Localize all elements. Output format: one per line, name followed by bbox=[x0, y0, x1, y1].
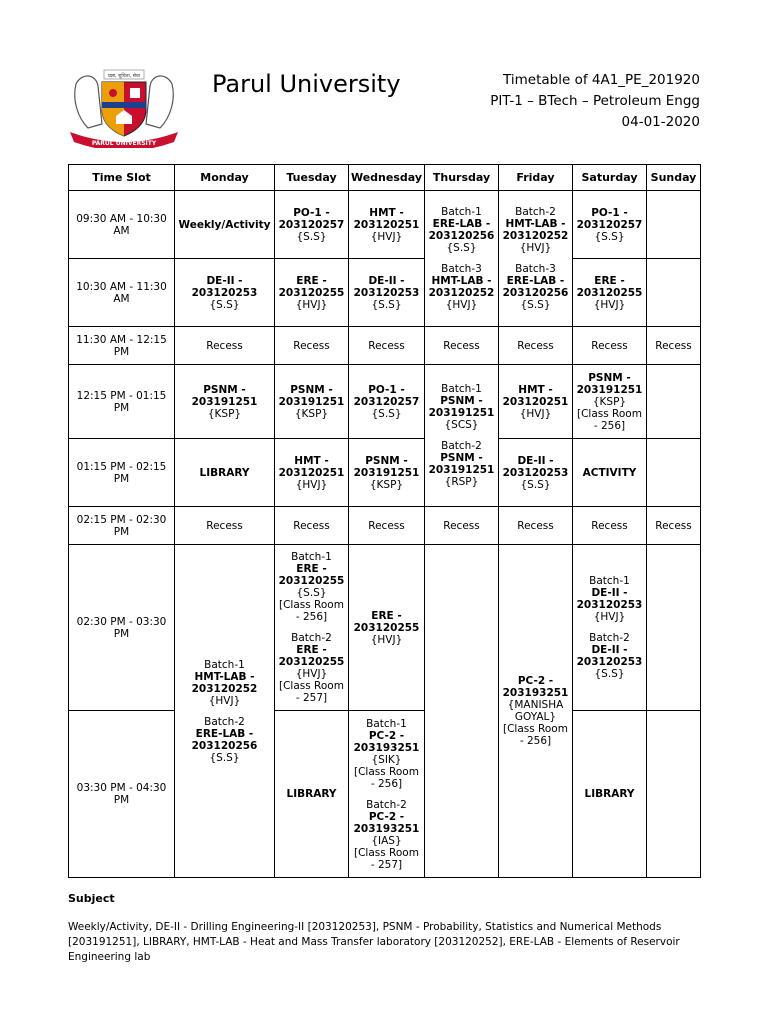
subject-code: 203120253 bbox=[576, 656, 643, 668]
time-slot-cell bbox=[68, 190, 175, 259]
recess-cell bbox=[274, 326, 349, 365]
column-header-friday bbox=[498, 164, 573, 191]
cell-text: - 256] bbox=[370, 777, 403, 790]
cell-text: Batch-2 bbox=[441, 440, 482, 452]
class-cell-mon-r3 bbox=[174, 364, 275, 439]
recess-cell bbox=[646, 326, 701, 365]
subject-code: 203120253 bbox=[191, 286, 258, 299]
timetable-date: 04-01-2020 bbox=[621, 114, 700, 130]
cell-text: {S.S} bbox=[209, 298, 240, 311]
subject-legend: Weekly/Activity, DE-II - Drilling Engineering-II [203120253], PSNM - Probability, Statistics and Numerical Methods [203191251], LIBRARY, HMT-LAB - Heat and Mass Transfer laboratory [203120252], ERE-LAB - Elements of Reservoir Engineering lab bbox=[68, 921, 680, 963]
class-cell-fri-r01 bbox=[498, 190, 573, 327]
recess-label: Recess bbox=[206, 339, 243, 352]
subject-code: PO-1 - bbox=[368, 383, 405, 396]
recess-label: Recess bbox=[368, 339, 405, 352]
subject-code: 203120251 bbox=[502, 395, 569, 408]
cell-text: Batch-2 bbox=[589, 632, 630, 644]
logo-motto: प्रज्ञा, शुचिता, सेवा bbox=[108, 74, 140, 79]
recess-cell bbox=[498, 506, 573, 545]
cell-text: {S.S} bbox=[594, 668, 625, 680]
subject-code: 203120255 bbox=[278, 656, 345, 668]
cell-text: {S.S} bbox=[371, 407, 402, 420]
cell-text: {HVJ} bbox=[295, 668, 328, 680]
subject-code: HMT - bbox=[369, 206, 404, 219]
recess-cell bbox=[498, 326, 573, 365]
subject-code: 203193251 bbox=[353, 741, 420, 754]
subject-code: DE-II - bbox=[591, 644, 628, 656]
subject-code: 203191251 bbox=[428, 464, 495, 476]
cell-text: {IAS} bbox=[371, 834, 402, 847]
thursday-afternoon-empty bbox=[424, 544, 499, 878]
recess-cell bbox=[572, 506, 647, 545]
cell-text: {HVJ} bbox=[593, 298, 626, 311]
time-slot-label: 10:30 AM - 11:30 AM bbox=[76, 280, 167, 305]
subject-code: 203120253 bbox=[576, 599, 643, 611]
subject-code: PSNM - bbox=[440, 452, 483, 464]
class-cell-tue-r3 bbox=[274, 364, 349, 439]
subject-code: 203120255 bbox=[278, 575, 345, 587]
column-header-label: Tuesday bbox=[286, 170, 337, 184]
recess-cell bbox=[274, 506, 349, 545]
class-cell-fri-r67 bbox=[498, 544, 573, 878]
class-cell-thu-r01 bbox=[424, 190, 499, 327]
recess-label: Recess bbox=[591, 339, 628, 352]
sunday-empty bbox=[646, 364, 701, 439]
subject-code: 203120252 bbox=[502, 230, 569, 242]
cell-text: {HVJ} bbox=[208, 694, 241, 707]
sunday-empty bbox=[646, 544, 701, 711]
subject-code: 203120256 bbox=[191, 739, 258, 752]
subject-code: 203120255 bbox=[353, 621, 420, 634]
column-header-thursday bbox=[424, 164, 499, 191]
column-header-label: Saturday bbox=[581, 170, 638, 184]
subject-code: 203120253 bbox=[502, 466, 569, 479]
recess-label: Recess bbox=[293, 519, 330, 532]
time-slot-label: 01:15 PM - 02:15 PM bbox=[76, 460, 167, 485]
class-cell-wed-r4 bbox=[348, 438, 425, 507]
subject-code: ERE - bbox=[371, 609, 402, 622]
class-cell-mon-r4 bbox=[174, 438, 275, 507]
cell-text: [Class Room bbox=[577, 407, 642, 420]
time-slot-cell bbox=[68, 506, 175, 545]
program-line: PIT-1 – BTech – Petroleum Engg bbox=[490, 93, 700, 109]
column-header-label: Time Slot bbox=[92, 170, 151, 184]
class-cell-fri-r3 bbox=[498, 364, 573, 439]
column-header-label: Thursday bbox=[432, 170, 491, 184]
time-slot-label: 02:15 PM - 02:30 PM bbox=[76, 513, 167, 538]
time-slot-cell bbox=[68, 544, 175, 711]
subject-code: PSNM - bbox=[203, 383, 246, 396]
class-cell-sat-r6 bbox=[572, 544, 647, 711]
subject-code: ERE-LAB - bbox=[195, 727, 254, 740]
class-cell-tue-r7 bbox=[274, 710, 349, 878]
cell-text: {SCS} bbox=[444, 419, 479, 431]
subject-code: HMT-LAB - bbox=[194, 670, 255, 683]
class-cell-wed-r0 bbox=[348, 190, 425, 259]
column-header-tuesday bbox=[274, 164, 349, 191]
cell-text: Batch-1 bbox=[589, 575, 630, 587]
cell-text: [Class Room bbox=[503, 723, 568, 735]
subject-code: ACTIVITY bbox=[582, 466, 637, 479]
cell-text: {S.S} bbox=[296, 230, 327, 243]
subject-code: 203120251 bbox=[278, 466, 345, 479]
subject-code: PO-1 - bbox=[591, 206, 628, 219]
cell-text: Batch-2 bbox=[204, 715, 245, 728]
cell-text: - 256] bbox=[519, 735, 552, 747]
subject-code: PSNM - bbox=[440, 395, 483, 407]
class-cell-sat-r4 bbox=[572, 438, 647, 507]
subject-code: PC-2 - bbox=[517, 675, 554, 687]
subject-code: PSNM - bbox=[290, 383, 333, 396]
cell-text: {S.S} bbox=[446, 242, 477, 254]
time-slot-label: 09:30 AM - 10:30 AM bbox=[76, 212, 167, 237]
subject-code: LIBRARY bbox=[199, 466, 250, 479]
subject-code: 203120257 bbox=[576, 218, 643, 231]
class-cell-wed-r1 bbox=[348, 258, 425, 327]
subject-code: HMT-LAB - bbox=[505, 218, 566, 230]
time-slot-cell bbox=[68, 364, 175, 439]
sunday-empty bbox=[646, 710, 701, 878]
column-header-label: Sunday bbox=[650, 170, 697, 184]
recess-label: Recess bbox=[655, 339, 692, 352]
cell-text: Batch-1 bbox=[291, 551, 332, 563]
cell-text: {S.S} bbox=[520, 299, 551, 311]
column-header-sunday bbox=[646, 164, 701, 191]
recess-cell bbox=[348, 506, 425, 545]
cell-text: {SIK} bbox=[371, 753, 402, 766]
time-slot-label: 03:30 PM - 04:30 PM bbox=[76, 782, 167, 806]
timetable-header-info bbox=[490, 70, 700, 133]
class-cell-wed-r3 bbox=[348, 364, 425, 439]
recess-cell bbox=[572, 326, 647, 365]
cell-text: {HVJ} bbox=[295, 478, 328, 491]
class-cell-sat-r3 bbox=[572, 364, 647, 439]
cell-text: Batch-3 bbox=[515, 263, 556, 275]
recess-cell bbox=[348, 326, 425, 365]
class-cell-mon-r0 bbox=[174, 190, 275, 259]
subject-code: 203191251 bbox=[191, 395, 258, 408]
subject-code: PSNM - bbox=[365, 454, 408, 467]
cell-text: GOYAL} bbox=[514, 711, 557, 723]
class-cell-mon-r1 bbox=[174, 258, 275, 327]
class-cell-wed-r6 bbox=[348, 544, 425, 711]
class-cell-tue-r0 bbox=[274, 190, 349, 259]
cell-text: [Class Room bbox=[354, 765, 419, 778]
cell-text: {KSP} bbox=[294, 407, 329, 420]
subject-code: 203120251 bbox=[353, 218, 420, 231]
subject-code: ERE - bbox=[296, 644, 327, 656]
cell-text: {S.S} bbox=[594, 230, 625, 243]
subject-code: 203120256 bbox=[428, 230, 495, 242]
cell-text: {S.S} bbox=[520, 478, 551, 491]
cell-text: Batch-1 bbox=[441, 383, 482, 395]
recess-label: Recess bbox=[443, 519, 480, 532]
cell-text: Batch-1 bbox=[366, 717, 407, 730]
subject-code: ERE-LAB - bbox=[432, 218, 491, 230]
subject-code: PC-2 - bbox=[368, 729, 405, 742]
recess-cell bbox=[174, 326, 275, 365]
recess-label: Recess bbox=[368, 519, 405, 532]
cell-text: Batch-2 bbox=[291, 632, 332, 644]
subject-code: 203120252 bbox=[428, 287, 495, 299]
cell-text: Batch-2 bbox=[366, 798, 407, 811]
subject-code: DE-II - bbox=[591, 587, 628, 599]
recess-cell bbox=[174, 506, 275, 545]
cell-text: {S.S} bbox=[296, 587, 327, 599]
cell-text: {HVJ} bbox=[445, 299, 478, 311]
time-slot-cell bbox=[68, 258, 175, 327]
subject-code: 203120257 bbox=[278, 218, 345, 231]
cell-text: {HVJ} bbox=[295, 298, 328, 311]
class-cell-sat-r0 bbox=[572, 190, 647, 259]
column-header-label: Monday bbox=[200, 170, 249, 184]
cell-text: [Class Room bbox=[279, 599, 344, 611]
subject-code: ERE-LAB - bbox=[506, 275, 565, 287]
subject-code: DE-II - bbox=[206, 274, 243, 287]
column-header-label: Wednesday bbox=[350, 170, 423, 184]
recess-label: Recess bbox=[517, 519, 554, 532]
cell-text: {S.S} bbox=[371, 298, 402, 311]
subject-code: PC-2 - bbox=[368, 810, 405, 823]
subject-code: 203191251 bbox=[353, 466, 420, 479]
cell-text: {HVJ} bbox=[519, 242, 552, 254]
cell-text: Batch-3 bbox=[441, 263, 482, 275]
subject-code: 203191251 bbox=[278, 395, 345, 408]
subject-code: HMT - bbox=[518, 383, 553, 396]
time-slot-cell bbox=[68, 438, 175, 507]
subject-code: 203191251 bbox=[428, 407, 495, 419]
subject-code: 203193251 bbox=[502, 687, 569, 699]
subject-code: PO-1 - bbox=[293, 206, 330, 219]
subject-code: 203120252 bbox=[191, 682, 258, 695]
cell-text: {HVJ} bbox=[370, 230, 403, 243]
subject-code: 203193251 bbox=[353, 822, 420, 835]
cell-text: Batch-2 bbox=[515, 206, 556, 218]
subject-code: DE-II - bbox=[517, 454, 554, 467]
cell-text: [Class Room bbox=[279, 680, 344, 692]
recess-label: Recess bbox=[443, 339, 480, 352]
time-slot-cell bbox=[68, 710, 175, 878]
class-cell-tue-r6 bbox=[274, 544, 349, 711]
cell-text: - 256] bbox=[295, 611, 328, 623]
subject-code: ERE - bbox=[296, 274, 327, 287]
subject-code: 203120255 bbox=[576, 286, 643, 299]
class-cell-sat-r7 bbox=[572, 710, 647, 878]
recess-label: Recess bbox=[206, 519, 243, 532]
cell-text: {HVJ} bbox=[593, 611, 626, 623]
column-header-time-slot bbox=[68, 164, 175, 191]
cell-text: Batch-1 bbox=[204, 658, 245, 671]
class-cell-mon-r67 bbox=[174, 544, 275, 878]
sunday-empty bbox=[646, 438, 701, 507]
subject-code: 203191251 bbox=[576, 383, 643, 396]
cell-text: Batch-1 bbox=[441, 206, 482, 218]
subject-code: LIBRARY bbox=[584, 788, 635, 800]
sunday-empty bbox=[646, 190, 701, 259]
class-cell-tue-r4 bbox=[274, 438, 349, 507]
subject-code: DE-II - bbox=[368, 274, 405, 287]
cell-text: - 257] bbox=[370, 858, 403, 871]
university-logo bbox=[68, 66, 180, 148]
subject-code: HMT-LAB - bbox=[431, 275, 492, 287]
column-header-monday bbox=[174, 164, 275, 191]
column-header-saturday bbox=[572, 164, 647, 191]
subject-code: HMT - bbox=[294, 454, 329, 467]
subject-heading: Subject bbox=[68, 892, 115, 905]
cell-text: - 257] bbox=[295, 692, 328, 704]
subject-code: 203120257 bbox=[353, 395, 420, 408]
cell-text: {KSP} bbox=[369, 478, 404, 491]
cell-text: {HVJ} bbox=[370, 633, 403, 646]
recess-cell bbox=[424, 326, 499, 365]
recess-cell bbox=[646, 506, 701, 545]
subject-code: ERE - bbox=[296, 563, 327, 575]
time-slot-label: 11:30 AM - 12:15 PM bbox=[76, 333, 167, 358]
cell-text: {KSP} bbox=[207, 407, 242, 420]
subject-code: ERE - bbox=[594, 274, 625, 287]
logo-text: PARUL UNIVERSITY bbox=[91, 140, 157, 147]
cell-text: - 256] bbox=[593, 419, 626, 432]
subject-code: PSNM - bbox=[588, 371, 631, 384]
class-cell-thu-r34 bbox=[424, 364, 499, 507]
cell-text: {MANISHA bbox=[507, 699, 564, 711]
subject-code: Weekly/Activity bbox=[178, 218, 271, 231]
cell-text: [Class Room bbox=[354, 846, 419, 859]
time-slot-label: 02:30 PM - 03:30 PM bbox=[76, 615, 167, 640]
column-header-label: Friday bbox=[516, 170, 555, 184]
cell-text: {RSP} bbox=[444, 476, 479, 488]
sunday-empty bbox=[646, 258, 701, 327]
subject-code: 203120255 bbox=[278, 286, 345, 299]
cell-text: {KSP} bbox=[592, 395, 627, 408]
recess-label: Recess bbox=[591, 519, 628, 532]
recess-cell bbox=[424, 506, 499, 545]
cell-text: {HVJ} bbox=[519, 407, 552, 420]
cell-text: {S.S} bbox=[209, 751, 240, 764]
subject-code: 203120253 bbox=[353, 286, 420, 299]
subject-code: 203120256 bbox=[502, 287, 569, 299]
university-name: Parul University bbox=[212, 70, 401, 98]
column-header-wednesday bbox=[348, 164, 425, 191]
recess-label: Recess bbox=[517, 339, 554, 352]
time-slot-cell bbox=[68, 326, 175, 365]
class-cell-sat-r1 bbox=[572, 258, 647, 327]
class-cell-fri-r4 bbox=[498, 438, 573, 507]
subject-code: LIBRARY bbox=[286, 788, 337, 800]
recess-label: Recess bbox=[293, 339, 330, 352]
timetable-title: Timetable of 4A1_PE_201920 bbox=[503, 72, 700, 88]
class-cell-tue-r1 bbox=[274, 258, 349, 327]
recess-label: Recess bbox=[655, 519, 692, 532]
class-cell-wed-r7 bbox=[348, 710, 425, 878]
time-slot-label: 12:15 PM - 01:15 PM bbox=[76, 389, 167, 414]
